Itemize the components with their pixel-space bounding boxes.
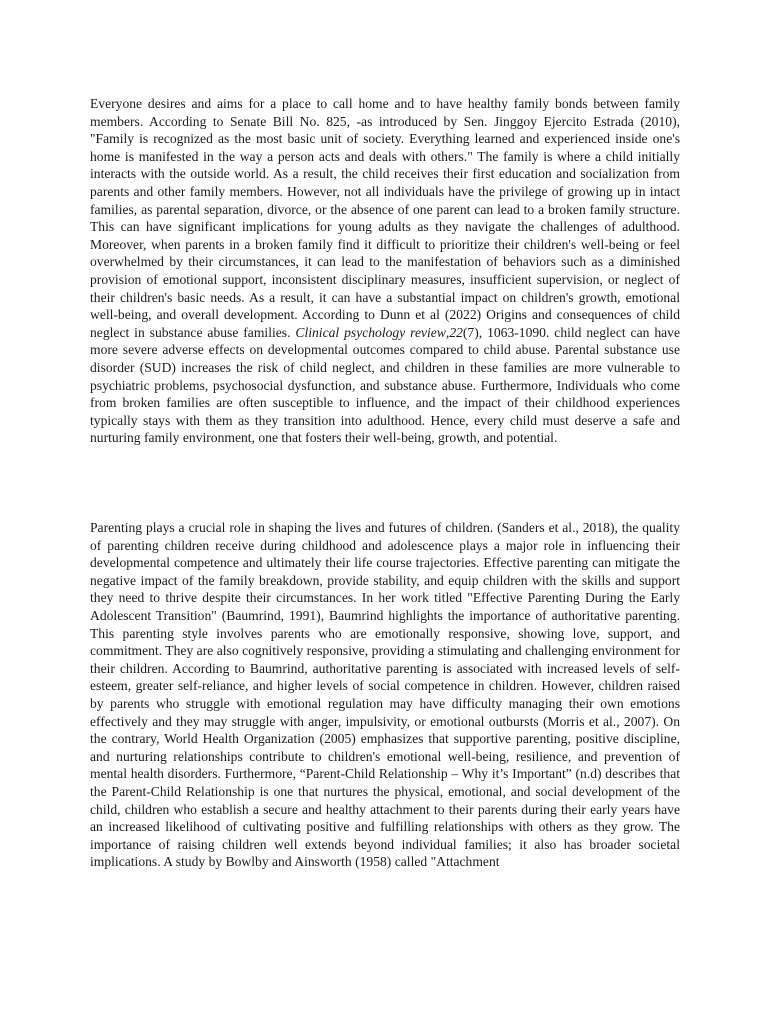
paragraph-2-text: Parenting plays a crucial role in shaping the lives and futures of children. (Sanders et al., 2018), the quality of parenting children receive during childhood and adolescence plays a major role in influencing their developmental competence and ultimately their life course trajectories. Effective parenting can mitigate the negative impact of the family breakdown, provide stability, and equip children with the skills and support they need to thrive despite their circumstances. In her work titled "Effective Parenting During the Early Adolescent Transition" (Baumrind, 1991), Baumrind highlights the importance of authoritative parenting. This parenting style involves parents who are emotionally responsive, showing love, support, and commitment. They are also cognitively responsive, providing a stimulating and challenging environment for their children. According to Baumrind, authoritative parenting is associated with increased levels of self-esteem, greater self-reliance, and higher levels of social competence in children. However, children raised by parents who struggle with emotional regulation may have difficulty managing their own emotions effectively and they may struggle with anger, impulsivity, or emotional outbursts (Morris et al., 2007). On the contrary, World Health Organization (2005) emphasizes that supportive parenting, positive discipline, and nurturing relationships contribute to children's emotional well-being, resilience, and prevention of mental health disorders. Furthermore, “Parent-Child Relationship – Why it’s Important” (n.d) describes that the Parent-Child Relationship is one that nurtures the physical, emotional, and social development of the child, children who establish a secure and healthy attachment to their parents during their early years have an increased likelihood of cultivating positive and fulfilling relationships with others as they grow. The importance of raising children well extends beyond individual families; it also has broader societal implications. A study by Bowlby and Ainsworth (1958) called "Attachment (90, 520, 680, 870)
paragraph-1-text-a: Everyone desires and aims for a place to call home and to have healthy family bonds between family members. According to Senate Bill No. 825, -as introduced by Sen. Jinggoy Ejercito Estrada (2010), "Family is recognized as the most basic unit of society. Everything learned and experienced inside one's home is manifested in the way a person acts and deals with others." The family is where a child initially interacts with the outside world. As a result, the child receives their first education and socialization from parents and other family members. However, not all individuals have the privilege of growing up in intact families, as parental separation, divorce, or the absence of one parent can lead to a broken family structure. This can have significant implications for young adults as they navigate the challenges of adulthood. Moreover, when parents in a broken family find it difficult to prioritize their children's well-being or feel overwhelmed by their circumstances, it can lead to the manifestation of behaviors such as a diminished provision of emotional support, inconsistent disciplinary measures, insufficient supervision, or neglect of their children's basic needs. As a result, it can have a substantial impact on children's growth, emotional well-being, and overall development. According to Dunn et al (2022) Origins and consequences of child neglect in substance abuse families. (90, 96, 680, 340)
paragraph-1-text-b: , (445, 324, 450, 340)
journal-volume: 22 (449, 324, 463, 340)
paragraph-family-background (90, 95, 680, 447)
paragraph-1-text-c: (7), 1063-1090. child neglect can have more severe adverse effects on developmental outcomes compared to child abuse. Parental substance use disorder (SUD) increases the risk of child neglect, and children in these families are more vulnerable to psychiatric problems, psychosocial dysfunction, and substance abuse. Furthermore, Individuals who come from broken families are often susceptible to influence, and the impact of their childhood experiences typically stays with them as they transition into adulthood. Hence, every child must deserve a safe and nurturing family environment, one that fosters their well-being, growth, and potential. (90, 324, 680, 446)
paragraph-parenting-role (90, 519, 680, 871)
journal-title: Clinical psychology review (295, 324, 446, 340)
